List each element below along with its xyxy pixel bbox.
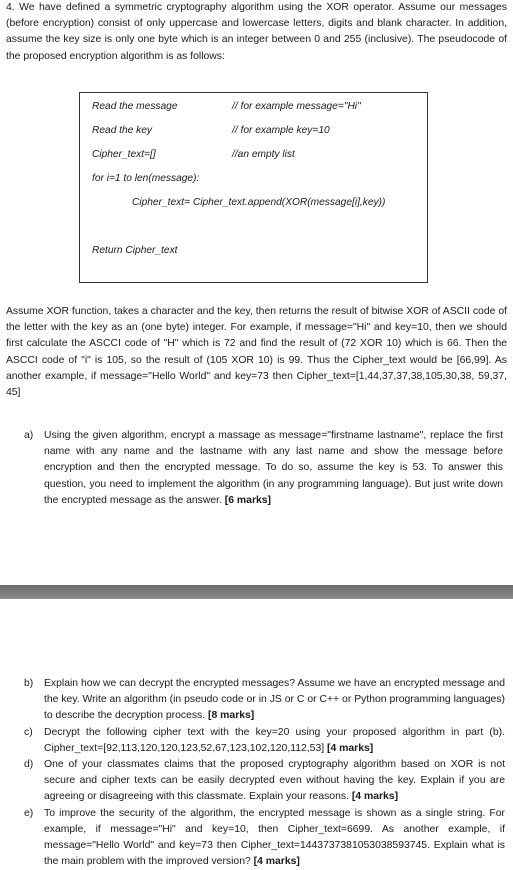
question-intro xyxy=(6,0,507,65)
question-c-label: c) xyxy=(24,726,33,738)
question-a-label: a) xyxy=(24,430,34,441)
question-e xyxy=(24,806,505,870)
questions-list xyxy=(24,676,505,870)
pseudo-read-key: Read the key xyxy=(92,125,153,136)
question-b xyxy=(24,676,505,725)
question-d-marks: [4 marks] xyxy=(351,791,399,803)
page-divider xyxy=(0,585,513,599)
pseudo-comment-empty: //an empty list xyxy=(232,149,295,160)
question-e-label: e) xyxy=(24,807,34,819)
question-a-text: Using the given algorithm, encrypt a massage as message="firstname lastname", replace the first name with any name and the lastname with any last name and show the message before encryption and then the encrypted message. To do so, assume the key is 53. To answer this question, you need to implement the algorithm (in any programming language). But just write down the encrypted message as the answer. xyxy=(44,430,503,506)
question-d-label: d) xyxy=(24,759,34,771)
question-a-marks: [6 marks] xyxy=(224,494,272,506)
question-number: 4. xyxy=(6,2,15,13)
question-b-text: Explain how we can decrypt the encrypted messages? Assume we have an encrypted message and the key. Write an algorithm (in pseudo code or in JS or C or C++ or Python programming languages) to describe the decryption process. xyxy=(44,678,505,722)
question-e-text: To improve the security of the algorithm, the encrypted message is shown as a single string. For example, if message="Hi" and key=10, then Cipher_text=6699. As another example, if message="Hello World" and key=73 then Cipher_text=1443737381053038593745. Explain what is the main problem with the improved version? xyxy=(44,807,505,868)
question-c-text: Decrypt the following cipher text with the key=20 using your proposed algorithm in part (b). Cipher_text=[92,113,120,120,123,52,67,123,102,120,112,53] xyxy=(44,726,505,754)
question-c xyxy=(24,725,505,757)
question-e-marks: [4 marks] xyxy=(253,856,300,868)
pseudo-for-loop: for i=1 to len(message): xyxy=(92,173,200,184)
question-d-text: One of your classmates claims that the proposed cryptography algorithm based on XOR is not secure and cipher texts can be easily decrypted even without having the key. Explain if you are agreeing or disagreeing with this classmate. Explain your reasons. xyxy=(44,759,505,803)
pseudo-comment-key: // for example key=10 xyxy=(232,125,330,136)
question-d xyxy=(24,757,505,806)
question-c-marks: [4 marks] xyxy=(327,742,374,754)
question-b-label: b) xyxy=(24,678,34,689)
pseudo-read-message: Read the message xyxy=(92,101,178,112)
intro-text: We have defined a symmetric cryptography algorithm using the XOR operator. Assume our messages (before encryption) consist of only uppercase and lowercase letters, digits and blank character. In addition, assume the key size is only one byte which is an integer between 0 and 255 (inclusive). The pseudocode of the proposed encryption algorithm is as follows: xyxy=(6,2,508,62)
xor-explanation: Assume XOR function, takes a character and the key, then returns the result of bitwise XOR of ASCII code of the letter with the key as an (one byte) integer. For example, if message="Hi" and key=10, then we should first calculate the ASCCI code of "H" which is 72 and find the result of (72 XOR 10) which is 66. Then the ASCCI code of "i" is 105, so the result of (105 XOR 10) is 99. Thus the Cipher_text would be [66,99]. As another example, if message="Hello World" and key=73 then Cipher_text=[1,44,37,37,38,105,30,38, 59,37, 45] xyxy=(6,306,507,399)
pseudocode-box xyxy=(79,92,428,283)
pseudo-cipher-init: Cipher_text=[] xyxy=(92,149,156,160)
pseudo-return: Return Cipher_text xyxy=(92,245,178,256)
pseudo-comment-message: // for example message="Hi" xyxy=(232,101,361,112)
question-b-marks: [8 marks] xyxy=(208,710,255,722)
question-a xyxy=(24,428,503,509)
pseudo-append: Cipher_text= Cipher_text.append(XOR(message[i],key)) xyxy=(132,197,386,208)
